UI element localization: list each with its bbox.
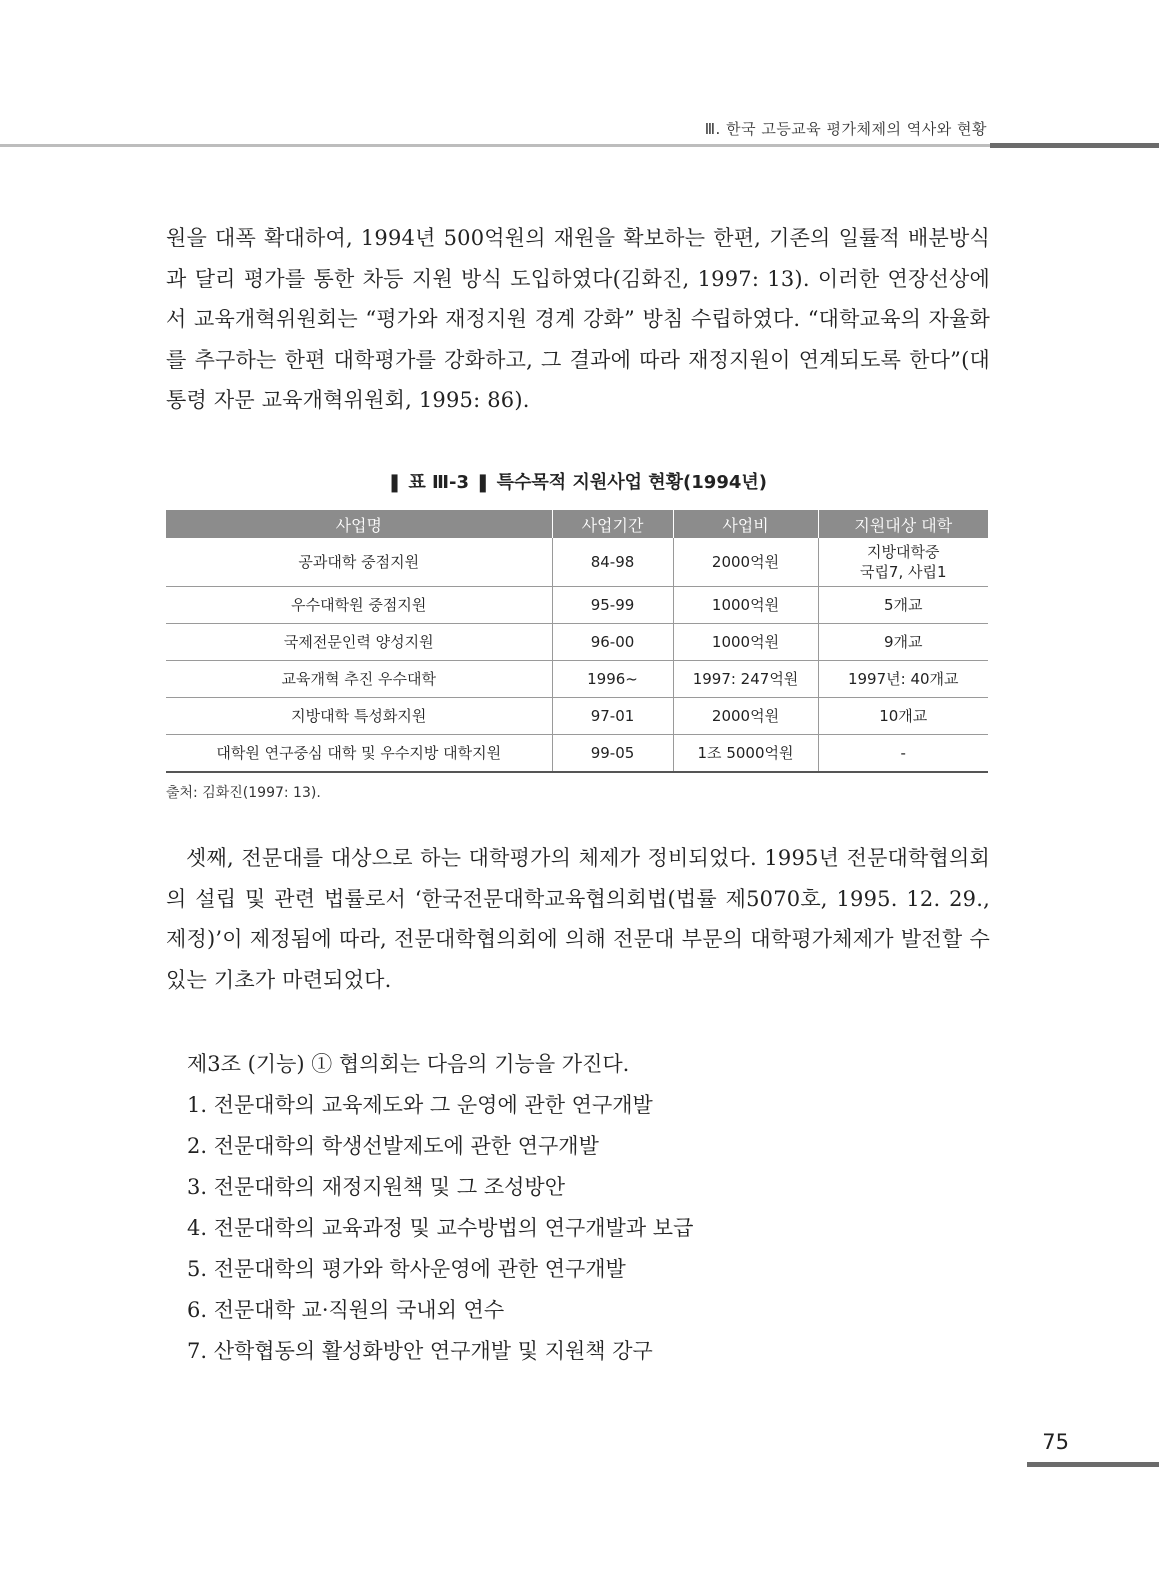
table-row (166, 698, 988, 735)
header-rule-accent (990, 143, 1159, 148)
list-item: 2. 전문대학의 학생선발제도에 관한 연구개발 (187, 1134, 599, 1158)
table-cell: 국제전문인력 양성지원 (166, 624, 552, 661)
list-item: 4. 전문대학의 교육과정 및 교수방법의 연구개발과 보급 (187, 1216, 694, 1240)
header-rule (0, 144, 990, 147)
table-row (166, 587, 988, 624)
running-header: Ⅲ. 한국 고등교육 평가체제의 역사와 현황 (704, 120, 987, 138)
law-article-heading: 제3조 (기능) ① 협의회는 다음의 기능을 가진다. (187, 1052, 630, 1076)
table-cell: 1조 5000억원 (673, 735, 818, 773)
table-cell: 대학원 연구중심 대학 및 우수지방 대학지원 (166, 735, 552, 773)
table-cell: 1997년: 40개교 (818, 661, 988, 698)
column-header-target: 지원대상 대학 (818, 510, 988, 538)
table-cell: 교육개혁 추진 우수대학 (166, 661, 552, 698)
list-item: 6. 전문대학 교·직원의 국내외 연수 (187, 1298, 505, 1322)
table-cell: 지방대학 특성화지원 (166, 698, 552, 735)
law-article-list (187, 1044, 693, 1372)
column-header-period: 사업기간 (552, 510, 673, 538)
table-cell: 1000억원 (673, 587, 818, 624)
body-paragraph-2: 셋째, 전문대를 대상으로 하는 대학평가의 체제가 정비되었다. 1995년 전문대학협의회의 설립 및 관련 법률로서 ‘한국전문대학교육협의회법(법률 제5070호, 1995. 12. 29., 제정)’이 제정됨에 따라, 전문대학협의회에 의해 전문대 부문의 대학평가체제가 발전할 수 있는 기초가 마련되었다. (166, 846, 990, 992)
table-cell: 1996~ (552, 661, 673, 698)
footer-rule (1027, 1462, 1159, 1467)
table-cell: 2000억원 (673, 538, 818, 587)
list-item: 7. 산학협동의 활성화방안 연구개발 및 지원책 강구 (187, 1339, 653, 1363)
column-header-budget: 사업비 (673, 510, 818, 538)
table-header-row (166, 510, 988, 538)
page-number: 75 (1042, 1430, 1069, 1454)
table-cell: 1000억원 (673, 624, 818, 661)
body-paragraph-1: 원을 대폭 확대하여, 1994년 500억원의 재원을 확보하는 한편, 기존의 일률적 배분방식과 달리 평가를 통한 차등 지원 방식 도입하였다(김화진, 1997: 13). 이러한 연장선상에서 교육개혁위원회는 “평가와 재정지원 경계 강화” 방침 수립하였다. “대학교육의 자율화를 추구하는 한편 대학평가를 강화하고, 그 결과에 따라 재정지원이 연계되도록 한다”(대통령 자문 교육개혁위원회, 1995: 86). (166, 226, 990, 412)
table-cell: 97-01 (552, 698, 673, 735)
table-cell: 우수대학원 중점지원 (166, 587, 552, 624)
table-cell: 99-05 (552, 735, 673, 773)
list-item: 5. 전문대학의 평가와 학사운영에 관한 연구개발 (187, 1257, 626, 1281)
table-cell: 96-00 (552, 624, 673, 661)
table-row (166, 624, 988, 661)
list-item: 3. 전문대학의 재정지원책 및 그 조성방안 (187, 1175, 565, 1199)
table-row (166, 538, 988, 587)
table-cell: 5개교 (818, 587, 988, 624)
table-caption: ❚ 표 Ⅲ-3 ❚ 특수목적 지원사업 현황(1994년) (387, 472, 767, 493)
table-row (166, 661, 988, 698)
table-cell: 95-99 (552, 587, 673, 624)
table-source-note: 출처: 김화진(1997: 13). (166, 785, 321, 801)
table-cell: 1997: 247억원 (673, 661, 818, 698)
list-item: 1. 전문대학의 교육제도와 그 운영에 관한 연구개발 (187, 1093, 653, 1117)
table-cell: 84-98 (552, 538, 673, 587)
table-cell: 10개교 (818, 698, 988, 735)
table-cell: - (818, 735, 988, 773)
support-projects-table (166, 510, 988, 773)
table-cell: 2000억원 (673, 698, 818, 735)
table-row (166, 735, 988, 773)
table-cell: 지방대학중 국립7, 사립1 (818, 538, 988, 587)
table-cell: 9개교 (818, 624, 988, 661)
column-header-name: 사업명 (166, 510, 552, 538)
table-cell: 공과대학 중점지원 (166, 538, 552, 587)
